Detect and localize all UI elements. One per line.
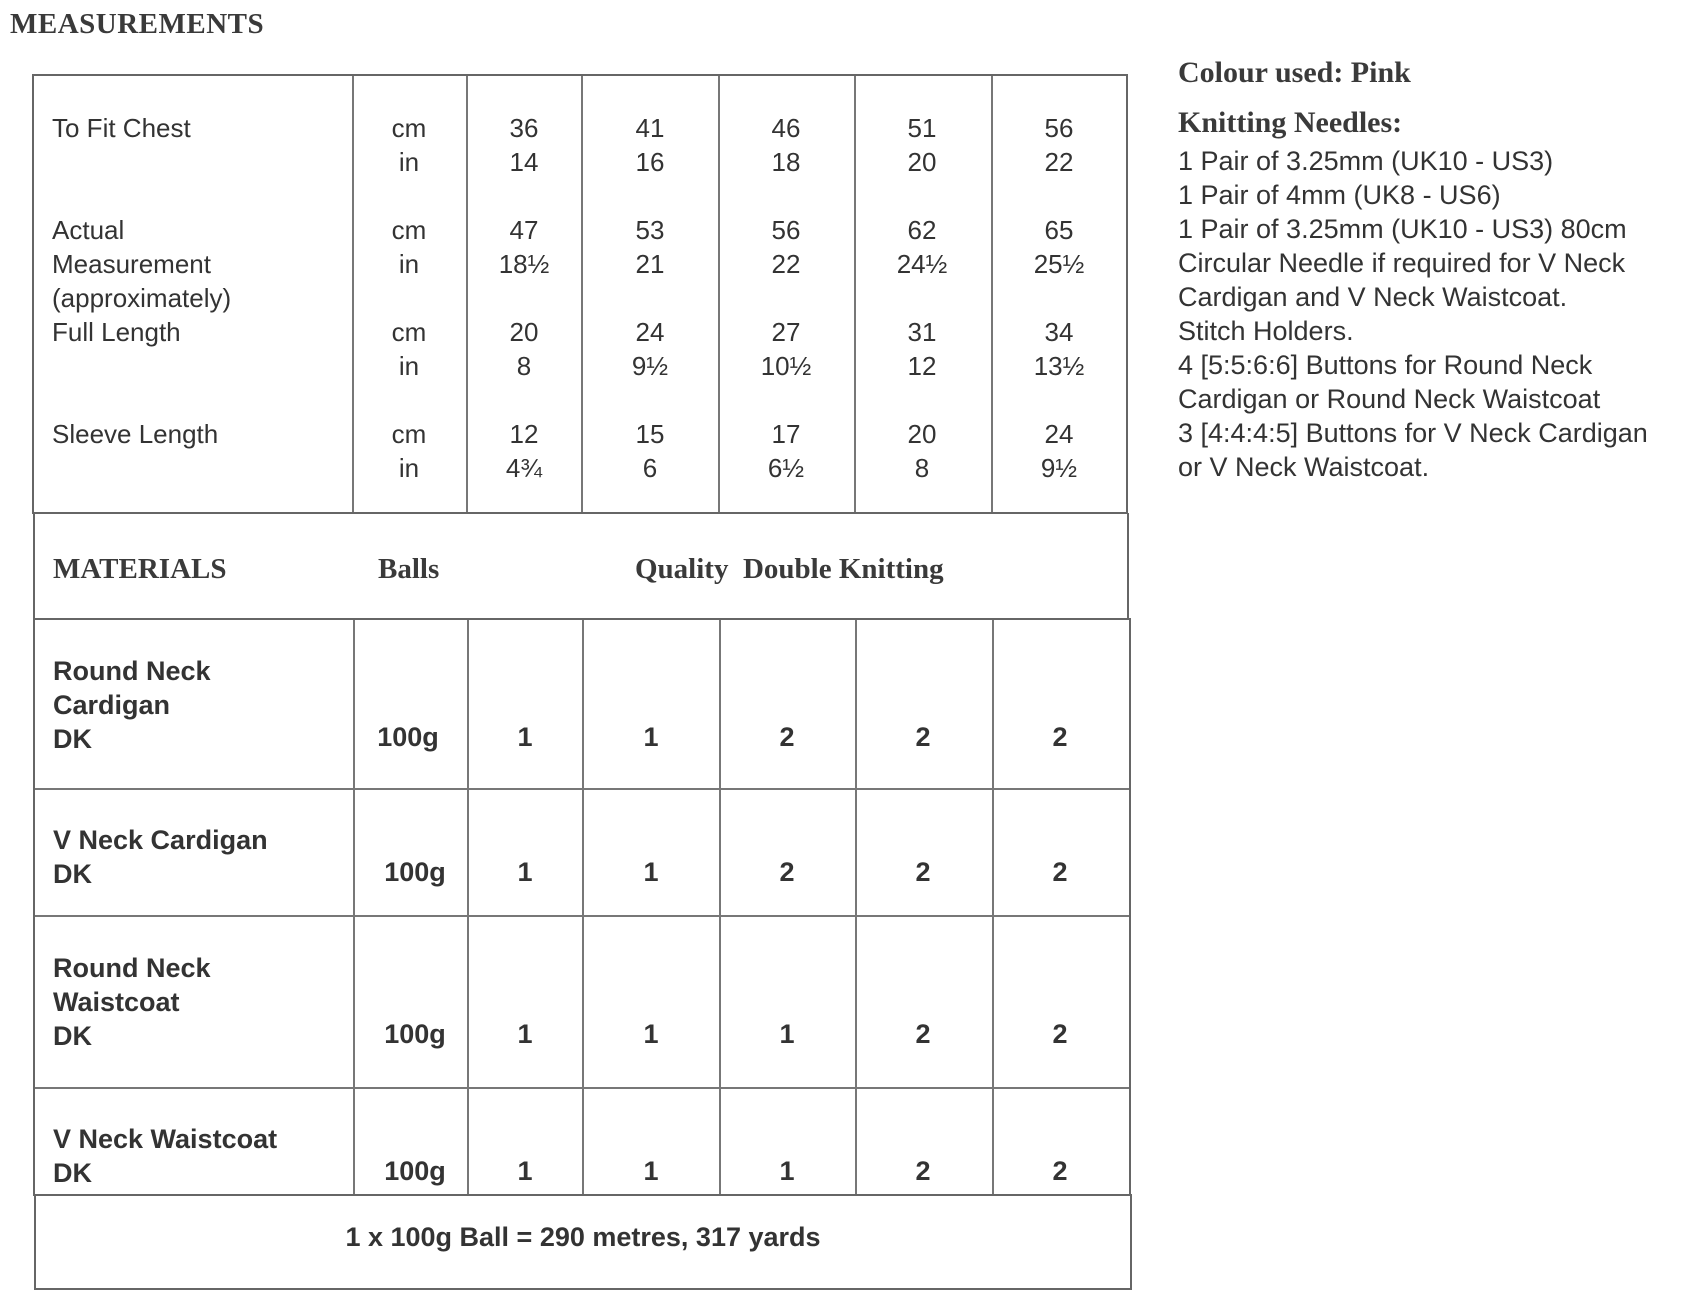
unit-cm: cm [391,215,427,245]
value-in: 9½ [1040,453,1078,483]
table-divider [467,620,469,1194]
table-divider [991,76,993,512]
table-divider [352,76,354,512]
yarn-footer [34,1194,1132,1290]
value-cm: 56 [1044,113,1074,143]
colour-used: Colour used: Pink [1178,56,1411,89]
row-divider [35,1087,1129,1089]
ball-weight: 100g [384,857,446,887]
needles-list [1178,144,1648,484]
ball-count: 2 [915,857,931,887]
table-divider [582,620,584,1194]
table-divider [992,620,994,1194]
value-cm: 24 [1044,419,1074,449]
garment-name: Round Neck [53,953,211,983]
value-in: 6 [642,453,658,483]
value-in: 22 [1044,147,1074,177]
value-cm: 56 [771,215,801,245]
unit-in: in [398,249,420,279]
ball-count: 1 [643,722,659,752]
materials-table [33,618,1131,1196]
value-cm: 17 [771,419,801,449]
balls-label: Balls [378,553,440,585]
needles-heading: Knitting Needles: [1178,106,1403,139]
ball-count: 1 [517,1019,533,1049]
value-cm: 27 [771,317,801,347]
needle-line: Cardigan or Round Neck Waistcoat [1178,384,1601,414]
value-cm: 31 [907,317,937,347]
page-title: MEASUREMENTS [10,8,265,40]
value-in: 20 [907,147,937,177]
value-in: 21 [635,249,665,279]
table-divider [353,620,355,1194]
quality-label: Quality Double Knitting [635,553,944,585]
value-cm: 34 [1044,317,1074,347]
ball-count: 1 [643,1156,659,1186]
unit-cm: cm [391,113,427,143]
ball-count: 1 [517,722,533,752]
garment-yarn: DK [53,1021,92,1051]
needle-line: Cardigan and V Neck Waistcoat. [1178,282,1568,312]
table-divider [718,76,720,512]
table-divider [719,620,721,1194]
needle-line: Stitch Holders. [1178,316,1354,346]
needle-line: or V Neck Waistcoat. [1178,452,1430,482]
needle-line: 4 [5:5:6:6] Buttons for Round Neck [1178,350,1593,380]
value-in: 18½ [498,249,550,279]
garment-yarn: DK [53,859,92,889]
value-cm: 20 [907,419,937,449]
garment-name: V Neck Waistcoat [53,1124,278,1154]
garment-name: Cardigan [53,690,171,720]
row-divider [35,788,1129,790]
row-divider [35,915,1129,917]
value-in: 8 [914,453,930,483]
needle-line: Circular Needle if required for V Neck [1178,248,1626,278]
garment-yarn: DK [53,724,92,754]
unit-in: in [398,147,420,177]
materials-header [33,513,1129,619]
value-cm: 24 [635,317,665,347]
value-in: 12 [907,351,937,381]
table-divider [855,620,857,1194]
value-in: 18 [771,147,801,177]
yarn-length-note: 1 x 100g Ball = 290 metres, 317 yards [345,1222,821,1252]
value-cm: 46 [771,113,801,143]
table-divider [581,76,583,512]
table-divider [854,76,856,512]
value-in: 10½ [760,351,812,381]
ball-count: 1 [517,1156,533,1186]
ball-count: 2 [1052,1156,1068,1186]
value-in: 24½ [896,249,948,279]
row-label-actual: Actual [52,215,125,245]
value-in: 14 [509,147,539,177]
materials-heading: MATERIALS [53,553,227,585]
value-cm: 65 [1044,215,1074,245]
ball-weight: 100g [384,1156,446,1186]
value-cm: 20 [509,317,539,347]
value-in: 9½ [631,351,669,381]
ball-count: 1 [779,1019,795,1049]
value-cm: 51 [907,113,937,143]
value-in: 16 [635,147,665,177]
ball-count: 1 [643,1019,659,1049]
ball-count: 1 [517,857,533,887]
value-cm: 36 [509,113,539,143]
ball-count: 2 [915,1019,931,1049]
garment-name: V Neck Cardigan [53,825,268,855]
row-label-sleeve: Sleeve Length [52,419,219,449]
ball-count: 2 [1052,857,1068,887]
value-cm: 12 [509,419,539,449]
ball-weight: 100g [377,722,439,752]
value-cm: 41 [635,113,665,143]
ball-count: 2 [779,722,795,752]
needle-line: 1 Pair of 3.25mm (UK10 - US3) [1178,146,1554,176]
ball-count: 1 [643,857,659,887]
unit-in: in [398,351,420,381]
unit-cm: cm [391,317,427,347]
garment-yarn: DK [53,1158,92,1188]
value-cm: 47 [509,215,539,245]
ball-count: 2 [915,1156,931,1186]
row-label-actual: Measurement [52,249,211,279]
value-cm: 62 [907,215,937,245]
ball-count: 2 [1052,722,1068,752]
needle-line: 3 [4:4:4:5] Buttons for V Neck Cardigan [1178,418,1648,448]
unit-in: in [398,453,420,483]
value-in: 13½ [1033,351,1085,381]
ball-count: 2 [915,722,931,752]
unit-cm: cm [391,419,427,449]
ball-count: 1 [779,1156,795,1186]
value-in: 6½ [767,453,805,483]
value-in: 22 [771,249,801,279]
value-cm: 53 [635,215,665,245]
row-label-chest: To Fit Chest [52,113,191,143]
ball-weight: 100g [384,1019,446,1049]
value-cm: 15 [635,419,665,449]
table-divider [466,76,468,512]
row-label-full-length: Full Length [52,317,181,347]
row-label-actual: (approximately) [52,283,232,313]
garment-name: Round Neck [53,656,211,686]
value-in: 8 [516,351,532,381]
needle-line: 1 Pair of 3.25mm (UK10 - US3) 80cm [1178,214,1627,244]
value-in: 4¾ [505,453,543,483]
value-in: 25½ [1033,249,1085,279]
ball-count: 2 [1052,1019,1068,1049]
measurements-table [32,74,1128,514]
ball-count: 2 [779,857,795,887]
garment-name: Waistcoat [53,987,180,1017]
needle-line: 1 Pair of 4mm (UK8 - US6) [1178,180,1501,210]
